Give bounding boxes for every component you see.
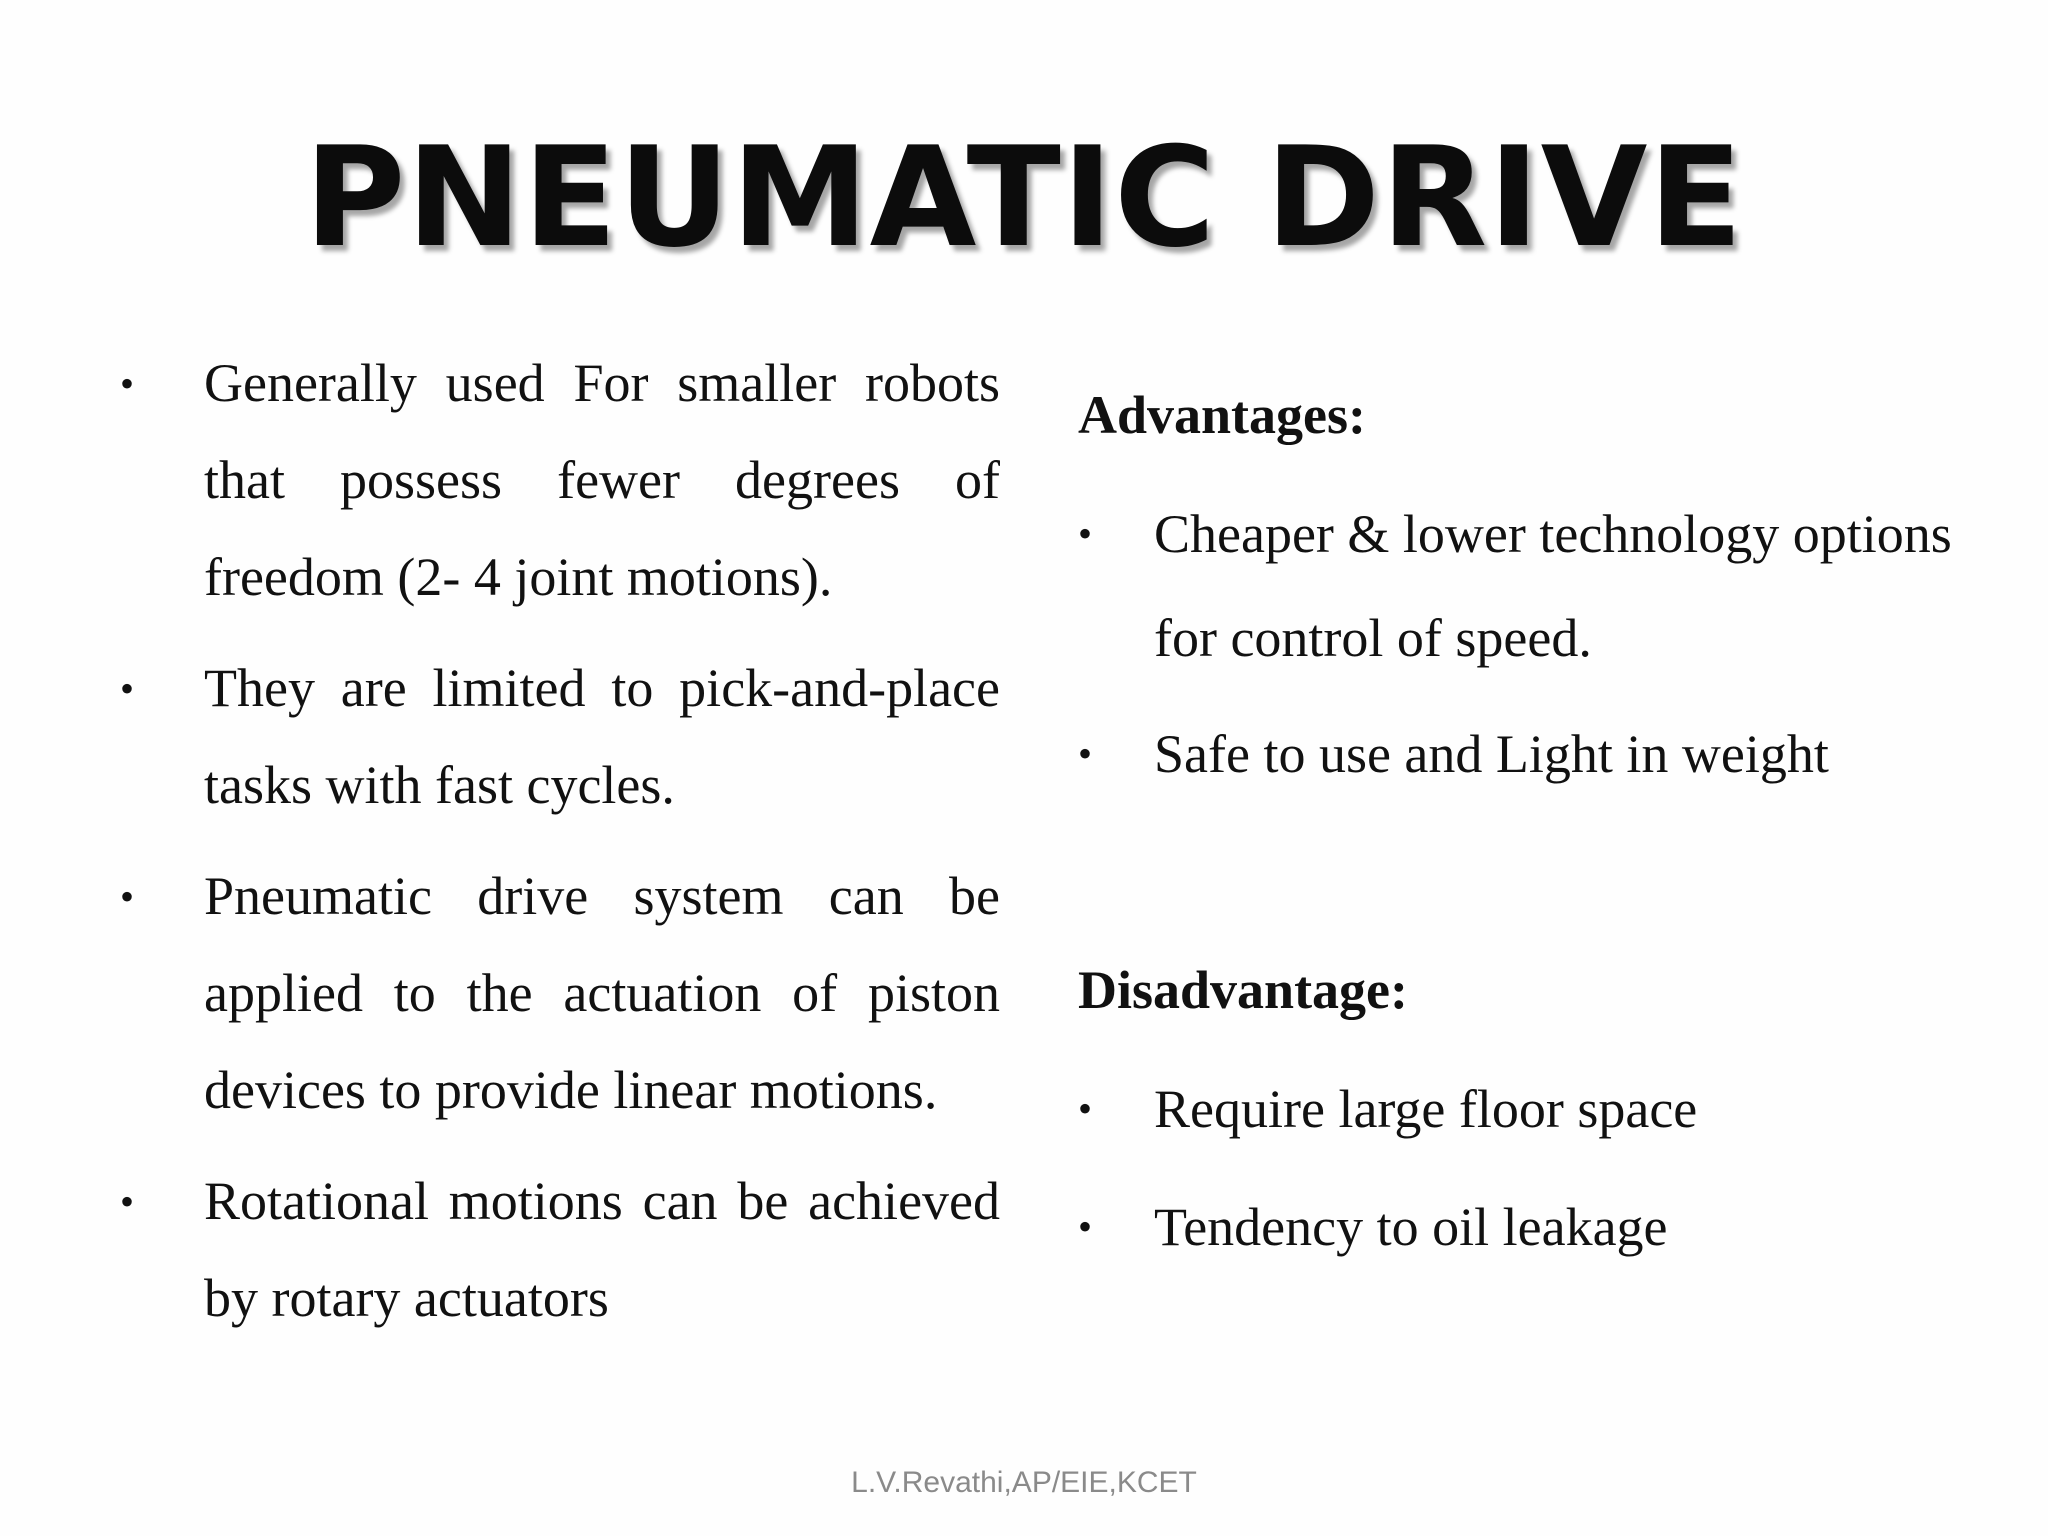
advantage-text: Safe to use and Light in weight [1154, 724, 1829, 784]
bullet-text: Pneumatic drive system can be applied to the actuation of piston devices to provide linear motions. [204, 866, 1000, 1120]
bullet-icon: • [120, 1179, 135, 1224]
bullet-icon: • [1078, 1086, 1093, 1131]
list-item [1078, 1057, 1958, 1161]
footer-credit: L.V.Revathi,AP/EIE,KCET [851, 1466, 1197, 1499]
list-item [120, 335, 1000, 626]
bullet-icon: • [120, 666, 135, 711]
list-item [1078, 702, 1958, 806]
bullet-icon: • [120, 874, 135, 919]
bullet-text: Rotational motions can be achieved by rotary actuators [204, 1171, 1000, 1328]
bullet-icon: • [1078, 731, 1093, 776]
list-item [120, 640, 1000, 834]
bullet-icon: • [1078, 511, 1093, 556]
bullet-icon: • [120, 361, 135, 406]
list-item [120, 848, 1000, 1139]
disadvantage-text: Require large floor space [1154, 1079, 1698, 1139]
list-item [1078, 482, 1958, 690]
left-bullet-list [120, 335, 1000, 1361]
bullet-text: They are limited to pick-and-place tasks with fast cycles. [204, 658, 1000, 815]
advantages-heading: Advantages: [1078, 385, 1367, 445]
slide-title: PNEUMATIC DRIVE [304, 117, 1744, 278]
list-item [120, 1153, 1000, 1347]
list-item [1078, 1175, 1958, 1279]
bullet-icon: • [1078, 1204, 1093, 1249]
advantage-text: Cheaper & lower technology options for control of speed. [1154, 504, 1952, 668]
bullet-text: Generally used For smaller robots that possess fewer degrees of freedom (2- 4 joint motions). [204, 353, 1000, 607]
disadvantage-text: Tendency to oil leakage [1154, 1197, 1668, 1257]
disadvantages-heading: Disadvantage: [1078, 960, 1409, 1020]
